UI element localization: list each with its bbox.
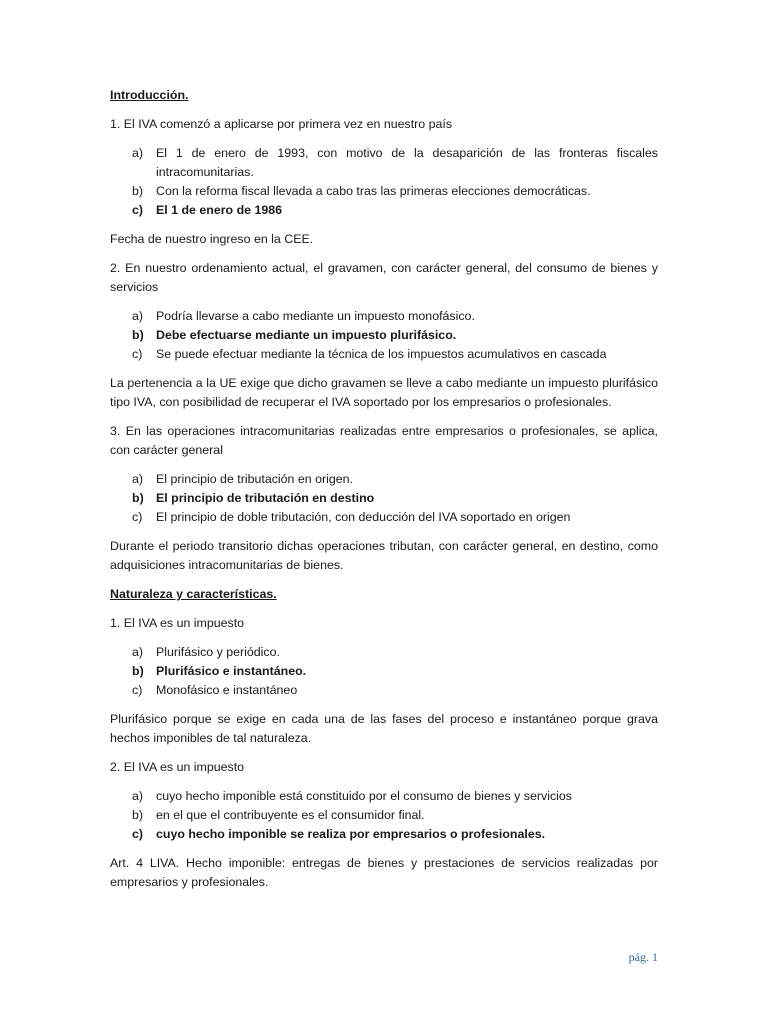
- option-letter: a): [132, 146, 144, 160]
- answer-explanation: Plurifásico porque se exige en cada una de las fases del proceso e instantáneo porque grava hechos imponibles de tal naturaleza.: [110, 712, 658, 745]
- option-letter: a): [132, 645, 144, 659]
- document-body: [110, 86, 658, 902]
- option-text: cuyo hecho imponible se realiza por empresarios o profesionales.: [156, 827, 546, 841]
- option-letter: b): [132, 491, 144, 505]
- answer-options-list: [110, 144, 658, 220]
- answer-option: [110, 307, 658, 326]
- answer-explanation: Fecha de nuestro ingreso en la CEE.: [110, 232, 314, 246]
- answer-option: [110, 787, 658, 806]
- question-text: 2. El IVA es un impuesto: [110, 760, 245, 774]
- answer-option: [110, 806, 658, 825]
- question-text: 1. El IVA es un impuesto: [110, 616, 245, 630]
- option-text: Monofásico e instantáneo: [156, 683, 298, 697]
- correct-answer-option: [110, 326, 658, 345]
- option-letter: b): [132, 664, 144, 678]
- answer-options-list: [110, 643, 658, 700]
- option-letter: c): [132, 510, 143, 524]
- option-letter: b): [132, 328, 144, 342]
- answer-options-list: [110, 470, 658, 527]
- option-letter: a): [132, 472, 144, 486]
- option-text: El 1 de enero de 1993, con motivo de la desaparición de las fronteras fiscales intracomunitarias.: [156, 146, 658, 179]
- option-letter: b): [132, 184, 144, 198]
- question-text: 1. El IVA comenzó a aplicarse por primera vez en nuestro país: [110, 117, 453, 131]
- option-letter: c): [132, 347, 143, 361]
- option-text: Plurifásico e instantáneo.: [156, 664, 307, 678]
- option-text: Se puede efectuar mediante la técnica de los impuestos acumulativos en cascada: [156, 347, 607, 361]
- option-text: El principio de doble tributación, con deducción del IVA soportado en origen: [156, 510, 571, 524]
- correct-answer-option: [110, 489, 658, 508]
- correct-answer-option: [110, 825, 658, 844]
- correct-answer-option: [110, 662, 658, 681]
- correct-answer-option: [110, 201, 658, 220]
- answer-explanation: Art. 4 LIVA. Hecho imponible: entregas de bienes y prestaciones de servicios realizadas por empresarios y profesionales.: [110, 856, 658, 889]
- option-text: Plurifásico y periódico.: [156, 645, 280, 659]
- answer-option: [110, 470, 658, 489]
- option-text: Podría llevarse a cabo mediante un impuesto monofásico.: [156, 309, 475, 323]
- section-heading: Introducción.: [110, 88, 189, 102]
- option-text: Debe efectuarse mediante un impuesto plurifásico.: [156, 328, 457, 342]
- answer-option: [110, 345, 658, 364]
- answer-option: [110, 643, 658, 662]
- option-text: en el que el contribuyente es el consumidor final.: [156, 808, 425, 822]
- answer-option: [110, 508, 658, 527]
- answer-option: [110, 681, 658, 700]
- option-text: El principio de tributación en destino: [156, 491, 375, 505]
- option-letter: b): [132, 808, 144, 822]
- option-text: El 1 de enero de 1986: [156, 203, 283, 217]
- answer-explanation: Durante el periodo transitorio dichas operaciones tributan, con carácter general, en destino, como adquisiciones intracomunitarias de bienes.: [110, 539, 658, 572]
- option-text: cuyo hecho imponible está constituido por el consumo de bienes y servicios: [156, 789, 573, 803]
- answer-option: [110, 144, 658, 182]
- answer-explanation: La pertenencia a la UE exige que dicho gravamen se lleve a cabo mediante un impuesto plurifásico tipo IVA, con posibilidad de recuperar el IVA soportado por los empresarios o profesionales.: [110, 376, 658, 409]
- section-heading: Naturaleza y características.: [110, 587, 277, 601]
- option-letter: c): [132, 203, 144, 217]
- option-letter: a): [132, 789, 144, 803]
- option-text: Con la reforma fiscal llevada a cabo tras las primeras elecciones democráticas.: [156, 184, 591, 198]
- answer-options-list: [110, 307, 658, 364]
- page-number: pág. 1: [628, 950, 658, 964]
- option-letter: a): [132, 309, 144, 323]
- answer-option: [110, 182, 658, 201]
- option-letter: c): [132, 683, 143, 697]
- answer-options-list: [110, 787, 658, 844]
- question-text: 3. En las operaciones intracomunitarias realizadas entre empresarios o profesionales, se aplica, con carácter general: [110, 424, 658, 457]
- option-letter: c): [132, 827, 144, 841]
- question-text: 2. En nuestro ordenamiento actual, el gravamen, con carácter general, del consumo de bienes y servicios: [110, 261, 658, 294]
- option-text: El principio de tributación en origen.: [156, 472, 353, 486]
